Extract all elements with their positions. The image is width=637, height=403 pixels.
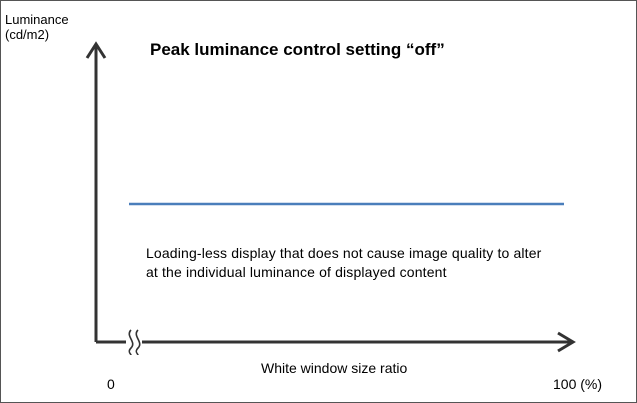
x-axis-label: White window size ratio [261,360,408,376]
x-axis-min-label: 0 [107,376,115,392]
y-axis-label-line1: Luminance [5,12,69,27]
x-axis-max-label: 100 (%) [553,376,603,392]
note-line2: at the individual luminance of displayed content [146,264,447,280]
y-axis-label-line2: (cd/m2) [5,27,50,42]
note-line1: Loading-less display that does not cause image quality to alter [146,245,542,261]
diagram-title: Peak luminance control setting “off” [150,40,445,59]
